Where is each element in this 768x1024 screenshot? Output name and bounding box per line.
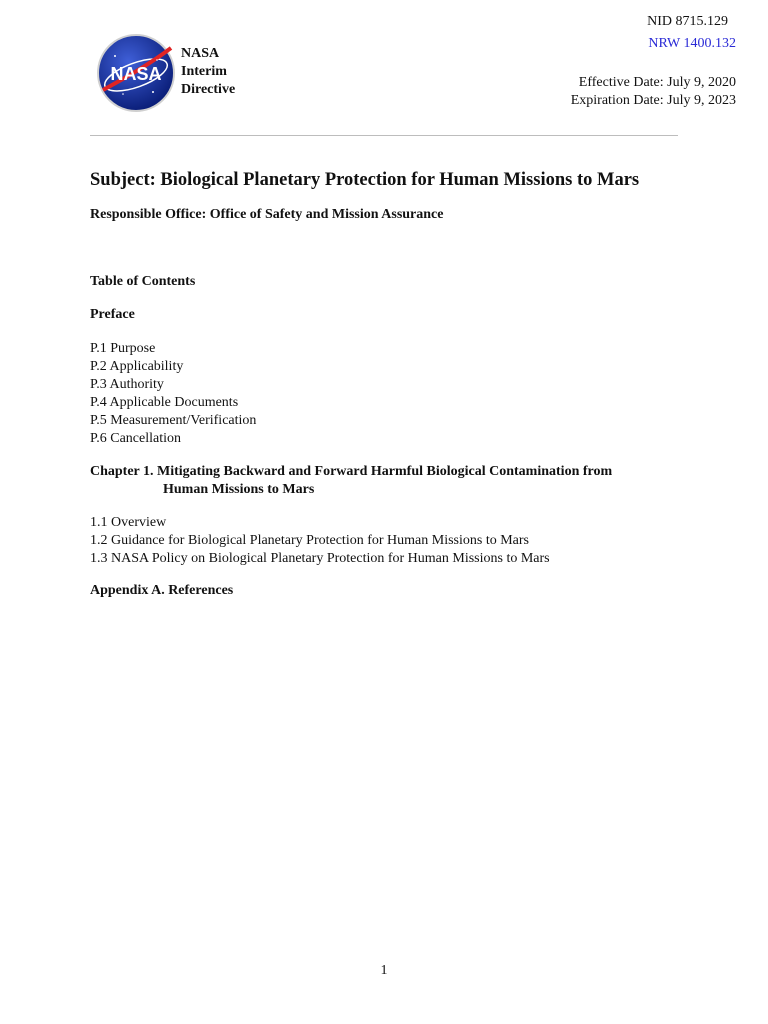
toc-item: 1.1 Overview xyxy=(90,515,167,530)
toc-item: P.3 Authority xyxy=(90,377,164,392)
logo-wordmark: NASA xyxy=(110,64,162,84)
brand-line: NASA xyxy=(181,46,220,61)
toc-title: Table of Contents xyxy=(90,274,196,289)
brand-line: Directive xyxy=(181,82,236,97)
toc-item: 1.2 Guidance for Biological Planetary Protection for Human Missions to Mars xyxy=(90,533,529,548)
header-divider xyxy=(90,135,678,136)
effective-date: Effective Date: July 9, 2020 xyxy=(578,75,736,90)
directive-brand xyxy=(181,45,235,99)
chapter-heading-line: Chapter 1. Mitigating Backward and Forward Harmful Biological Contamination from xyxy=(90,464,613,479)
toc-item: P.5 Measurement/Verification xyxy=(90,413,257,428)
responsible-office: Responsible Office: Office of Safety and Mission Assurance xyxy=(90,207,444,222)
directive-dates xyxy=(571,74,736,110)
page-number: 1 xyxy=(380,963,388,978)
nrw-number: NRW 1400.132 xyxy=(648,36,736,51)
nid-number: NID 8715.129 xyxy=(647,14,728,29)
preface-heading: Preface xyxy=(90,307,135,322)
nasa-logo xyxy=(95,32,177,114)
toc-item: P.1 Purpose xyxy=(90,341,156,356)
chapter-list xyxy=(90,514,550,568)
chapter-heading-line: Human Missions to Mars xyxy=(163,482,315,497)
toc-item: P.6 Cancellation xyxy=(90,431,181,446)
preface-list xyxy=(90,340,256,448)
appendix-heading: Appendix A. References xyxy=(90,583,234,598)
toc-item: P.4 Applicable Documents xyxy=(90,395,239,410)
toc-item: 1.3 NASA Policy on Biological Planetary Protection for Human Missions to Mars xyxy=(90,551,550,566)
subject-heading: Subject: Biological Planetary Protection for Human Missions to Mars xyxy=(90,170,640,190)
brand-line: Interim xyxy=(181,64,227,79)
expiration-date: Expiration Date: July 9, 2023 xyxy=(570,93,736,108)
toc-item: P.2 Applicability xyxy=(90,359,184,374)
chapter-heading xyxy=(90,463,690,499)
